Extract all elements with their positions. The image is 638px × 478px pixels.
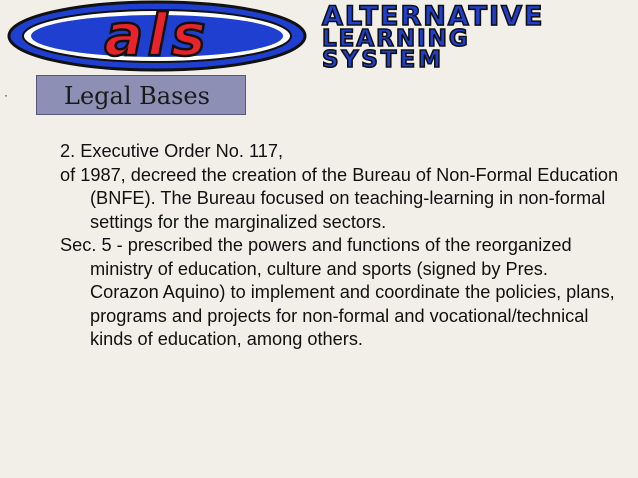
als-logo [2,0,638,72]
als-emblem [9,1,305,70]
paragraph-section-5: Sec. 5 - prescribed the powers and functions of the reorganized ministry of education, culture and sports (signed by Pres. Corazon Aquino) to implement and coordinate the policies, plans, programs and projects for non-formal and vocational/technical kinds of education, among others. [60,235,615,349]
bullet-dot: · [4,88,8,102]
section-label: Legal Bases [36,75,246,115]
paragraph-decree: of 1987, decreed the creation of the Bureau of Non-Formal Education (BNFE). The Bureau focused on teaching-learning in non-formal settings for the marginalized sectors. [60,164,619,232]
paragraph-item: 2. Executive Order No. 117, [60,141,284,161]
body-text [60,140,620,352]
als-wordmark [322,1,544,72]
wordmark-line-3: SYSTEM [322,47,445,72]
emblem-text: als [104,1,210,69]
wordmark-line-2: LEARNING [322,26,470,52]
wordmark-line-1: ALTERNATIVE [322,1,545,32]
